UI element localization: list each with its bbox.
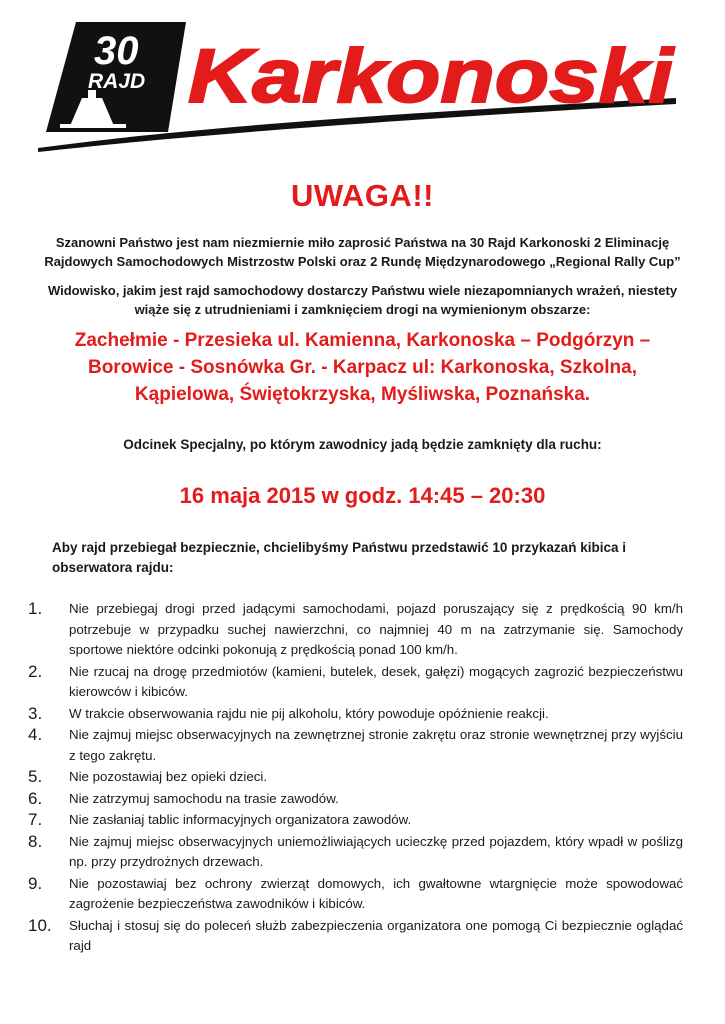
rule-number: 1.	[28, 599, 43, 618]
rule-text: Nie zatrzymuj samochodu na trasie zawodów.	[69, 790, 339, 806]
list-item	[28, 789, 683, 810]
closure-date: 16 maja 2015 w godz. 14:45 – 20:30	[179, 483, 546, 508]
rule-text: Nie zasłaniaj tablic informacyjnych organizatora zawodów.	[69, 812, 412, 827]
list-item	[28, 767, 683, 788]
rule-text: Nie pozostawiaj bez opieki dzieci.	[69, 769, 268, 784]
rule-text: Nie zajmuj miejsc obserwacyjnych uniemożliwiających ucieczkę przed pojazdem, który wpadł w poślizg np. przy przydrożnych drzewach.	[69, 833, 683, 869]
list-item	[28, 810, 683, 831]
intro-paragraph: Szanowni Państwo jest nam niezmiernie miło zaprosić Państwa na 30 Rajd Karkonoski 2 Eliminację Rajdowych Samochodowych Mistrzostw Polski oraz 2 Rundę Międzynarodowego „Regional Rally Cup”	[44, 235, 681, 269]
closed-route: Zachełmie - Przesieka ul. Kamienna, Karkonoska – Podgórzyn – Borowice - Sosnówka Gr. - Karpacz ul: Karkonoska, Szkolna, Kąpielowa, Świętokrzyska, Myśliwska, Poznańska.	[74, 330, 651, 405]
warning-title: UWAGA!!	[291, 178, 434, 213]
rule-number: 2.	[28, 661, 43, 681]
list-item	[28, 599, 683, 661]
list-item	[28, 874, 683, 915]
rule-text: Nie zajmuj miejsc obserwacyjnych na zewnętrznej stronie zakrętu oraz stronie wewnętrznej przy wyjściu z tego zakrętu.	[69, 727, 683, 763]
list-item	[28, 832, 683, 873]
logo-small-word: RAJD	[88, 70, 146, 93]
rule-number: 8.	[28, 831, 43, 851]
rule-number: 4.	[28, 725, 43, 744]
list-item	[28, 662, 683, 703]
rule-text: Słuchaj i stosuj się do poleceń służb zabezpieczenia organizatora one pomogą Ci bezpiecznie oglądać rajd	[69, 917, 683, 953]
rules-intro: Aby rajd przebiegał bezpiecznie, chcielibyśmy Państwu przedstawić 10 przykazań kibica i obserwatora rajdu:	[52, 540, 626, 575]
rule-number: 10.	[28, 915, 52, 935]
rule-number: 3.	[28, 703, 43, 723]
special-stage-note: Odcinek Specjalny, po którym zawodnicy jadą będzie zamknięty dla ruchu:	[123, 437, 602, 452]
list-item	[28, 704, 683, 725]
rule-text: W trakcie obserwowania rajdu nie pij alkoholu, który powoduje opóźnienie reakcji.	[69, 705, 549, 721]
rule-text: Nie pozostawiaj bez ochrony zwierząt domowych, ich gwałtowne wtargnięcie może spowodować zagrożenie bezpieczeństwa zawodników i kibiców.	[69, 875, 683, 911]
notice-paragraph: Widowisko, jakim jest rajd samochodowy dostarczy Państwu wiele niezapomnianych wrażeń, niestety wiąże się z utrudnieniami i zamknięciem drogi na wymienionym obszarze:	[47, 283, 678, 317]
list-item	[28, 725, 683, 766]
logo-number: 30	[94, 29, 139, 73]
spectator-rules-list	[28, 599, 683, 958]
logo-brand: Karkonoski	[188, 34, 676, 119]
rule-number: 9.	[28, 873, 43, 893]
rule-number: 6.	[28, 788, 43, 808]
rule-text: Nie przebiegaj drogi przed jadącymi samochodami, pojazd poruszający się z prędkością 90 km/h potrzebuje w przypadku suchej nawierzchni, co najmniej 40 m na zatrzymanie się. Samochody sportowe niektóre odcinki pokonują z prędkością ponad 100 km/h.	[69, 601, 683, 657]
rule-number: 7.	[28, 810, 43, 829]
rule-number: 5.	[28, 767, 43, 786]
rally-logo	[36, 14, 686, 154]
list-item	[28, 916, 683, 957]
rule-text: Nie rzucaj na drogę przedmiotów (kamieni, butelek, desek, gałęzi) mogących zagrozić bezpieczeństwu kierowców i kibiców.	[69, 663, 683, 699]
